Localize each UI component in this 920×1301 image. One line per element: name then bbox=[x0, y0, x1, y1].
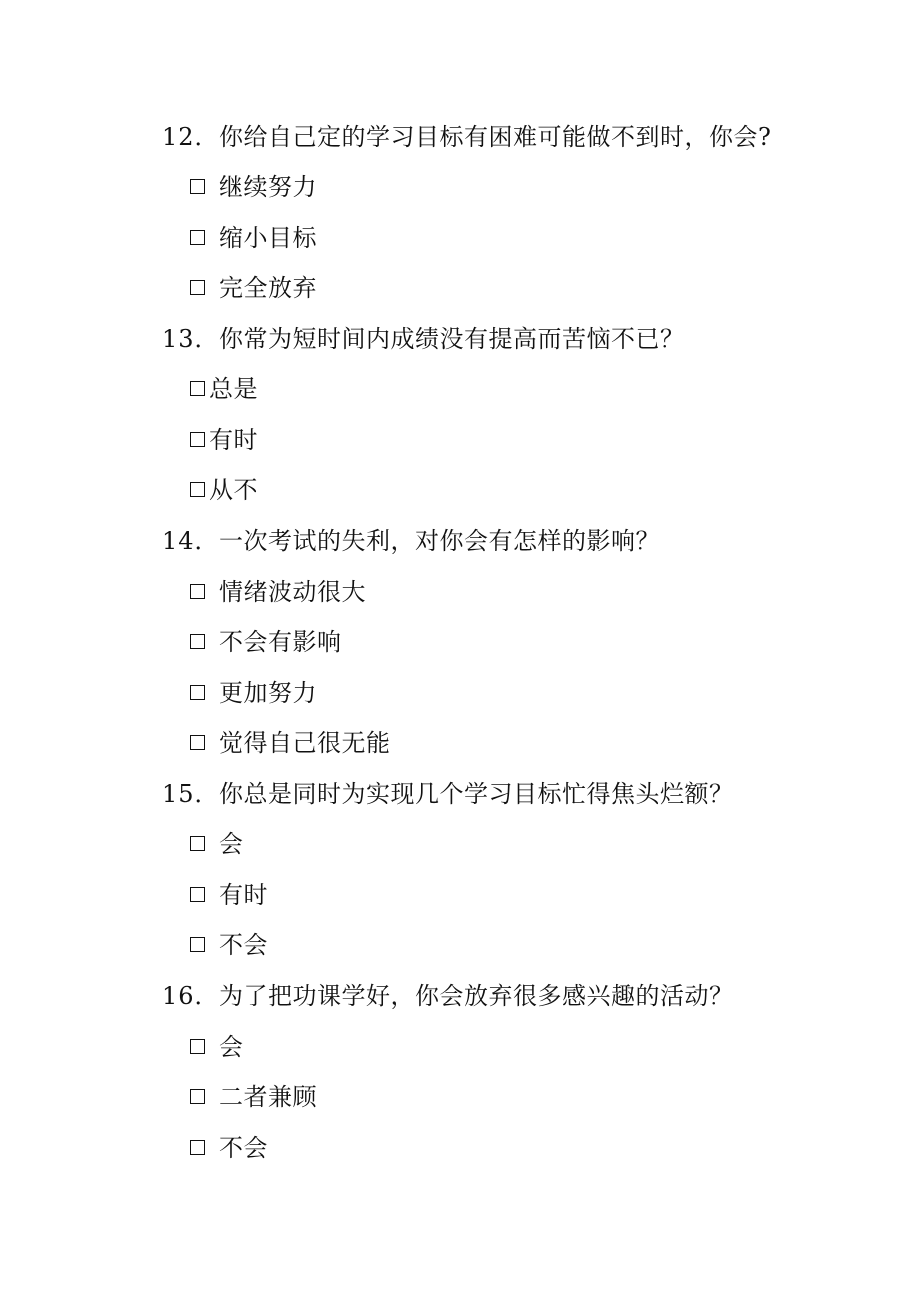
question-text: ．为了把功课学好，你会放弃很多感兴趣的活动？ bbox=[194, 982, 734, 1010]
checkbox[interactable] bbox=[190, 432, 205, 447]
checkbox[interactable] bbox=[190, 482, 205, 497]
checkbox[interactable] bbox=[190, 381, 205, 396]
question-15 bbox=[162, 779, 734, 809]
option-label: 从不 bbox=[209, 476, 258, 504]
option-15-2[interactable] bbox=[190, 880, 268, 910]
question-13 bbox=[162, 324, 685, 354]
checkbox[interactable] bbox=[190, 887, 205, 902]
option-label: 总是 bbox=[209, 375, 258, 403]
checkbox[interactable] bbox=[190, 1089, 205, 1104]
checkbox[interactable] bbox=[190, 280, 205, 295]
option-label: 缩小目标 bbox=[219, 224, 317, 252]
option-13-1[interactable] bbox=[190, 374, 258, 404]
option-14-2[interactable] bbox=[190, 627, 342, 657]
option-14-4[interactable] bbox=[190, 728, 391, 758]
question-number: 16 bbox=[162, 982, 195, 1010]
option-15-3[interactable] bbox=[190, 930, 268, 960]
question-number: 12 bbox=[162, 123, 195, 151]
option-label: 会 bbox=[219, 1033, 244, 1061]
question-16 bbox=[162, 981, 734, 1011]
question-text: ．一次考试的失利，对你会有怎样的影响？ bbox=[194, 527, 661, 555]
option-label: 不会 bbox=[219, 1134, 268, 1162]
option-16-3[interactable] bbox=[190, 1133, 268, 1163]
option-label: 情绪波动很大 bbox=[219, 578, 366, 606]
option-label: 更加努力 bbox=[219, 679, 317, 707]
option-16-1[interactable] bbox=[190, 1032, 244, 1062]
checkbox[interactable] bbox=[190, 836, 205, 851]
option-label: 会 bbox=[219, 830, 244, 858]
option-label: 不会有影响 bbox=[219, 628, 342, 656]
checkbox[interactable] bbox=[190, 1140, 205, 1155]
option-13-2[interactable] bbox=[190, 425, 258, 455]
option-label: 完全放弃 bbox=[219, 274, 317, 302]
option-label: 不会 bbox=[219, 931, 268, 959]
question-14 bbox=[162, 526, 660, 556]
option-label: 二者兼顾 bbox=[219, 1083, 317, 1111]
question-number: 14 bbox=[162, 527, 195, 555]
question-text: ．你总是同时为实现几个学习目标忙得焦头烂额？ bbox=[194, 780, 734, 808]
checkbox[interactable] bbox=[190, 1039, 205, 1054]
question-number: 15 bbox=[162, 780, 195, 808]
option-12-2[interactable] bbox=[190, 223, 317, 253]
question-text: ．你给自己定的学习目标有困难可能做不到时，你会? bbox=[194, 123, 772, 151]
option-16-2[interactable] bbox=[190, 1082, 317, 1112]
question-number: 13 bbox=[162, 325, 195, 353]
option-12-3[interactable] bbox=[190, 273, 317, 303]
checkbox[interactable] bbox=[190, 735, 205, 750]
checkbox[interactable] bbox=[190, 937, 205, 952]
option-label: 有时 bbox=[219, 881, 268, 909]
option-14-1[interactable] bbox=[190, 577, 366, 607]
option-12-1[interactable] bbox=[190, 172, 317, 202]
option-label: 觉得自己很无能 bbox=[219, 729, 391, 757]
option-14-3[interactable] bbox=[190, 678, 317, 708]
checkbox[interactable] bbox=[190, 685, 205, 700]
checkbox[interactable] bbox=[190, 634, 205, 649]
checkbox[interactable] bbox=[190, 179, 205, 194]
checkbox[interactable] bbox=[190, 230, 205, 245]
option-label: 有时 bbox=[209, 426, 258, 454]
option-label: 继续努力 bbox=[219, 173, 317, 201]
option-15-1[interactable] bbox=[190, 829, 244, 859]
option-13-3[interactable] bbox=[190, 475, 258, 505]
question-text: ．你常为短时间内成绩没有提高而苦恼不已？ bbox=[194, 325, 685, 353]
checkbox[interactable] bbox=[190, 584, 205, 599]
question-12 bbox=[162, 122, 771, 152]
